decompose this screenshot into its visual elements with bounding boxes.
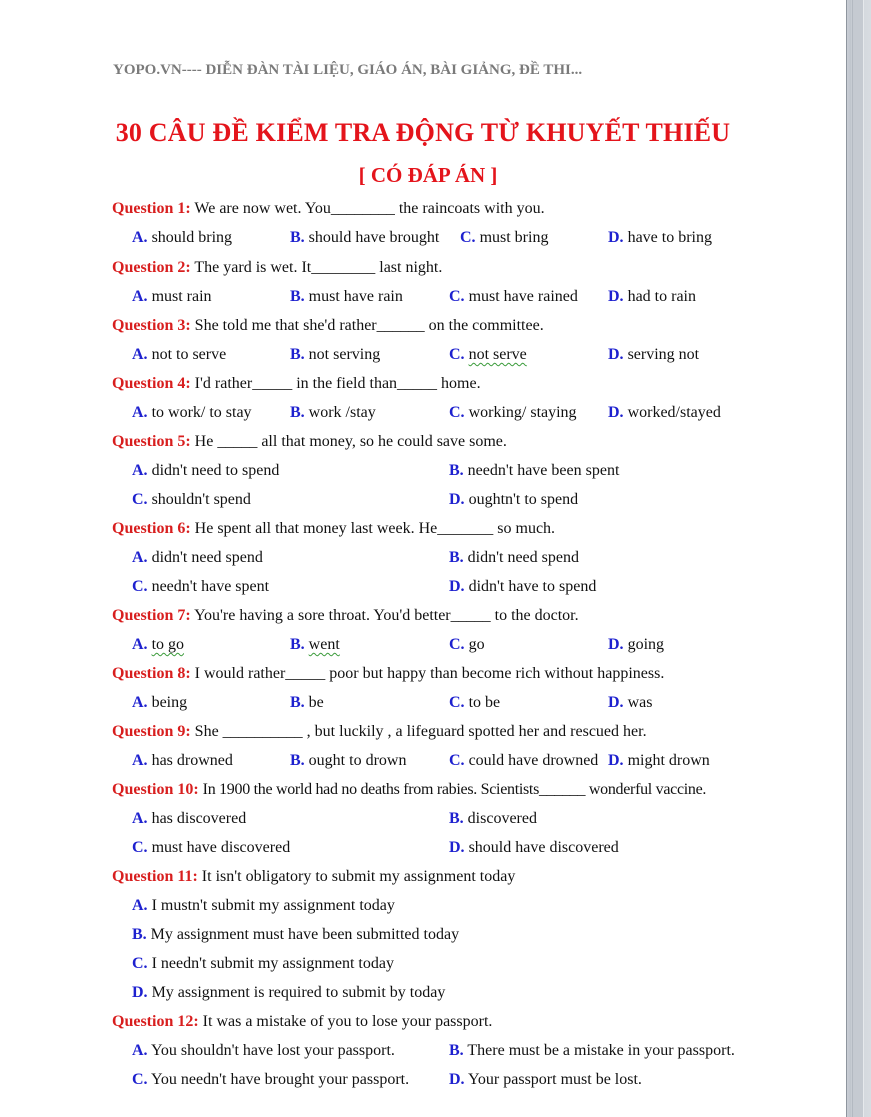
option-a — [132, 228, 232, 248]
option-letter: A. — [132, 346, 148, 363]
option-letter: A. — [132, 288, 148, 305]
option-d — [449, 1070, 642, 1090]
question-text: She __________ , but luckily , a lifeguard spotted her and rescued her. — [194, 723, 647, 740]
option-text: I needn't submit my assignment today — [151, 955, 394, 972]
option-letter: C. — [132, 578, 148, 595]
option-text: Your passport must be lost. — [467, 1071, 642, 1088]
option-letter: D. — [608, 288, 624, 305]
option-d — [132, 983, 445, 1003]
question-label: Question 8: — [112, 665, 191, 682]
question-label: Question 10: — [112, 781, 199, 798]
option-text: to work/ to stay — [151, 404, 252, 421]
option-a — [132, 345, 226, 365]
option-d — [449, 838, 619, 858]
question-text: We are now wet. You________ the raincoats with you. — [194, 200, 545, 217]
option-a — [132, 809, 246, 829]
option-text: go — [468, 636, 485, 653]
option-d — [608, 403, 721, 423]
option-letter: A. — [132, 897, 148, 914]
question-text: The yard is wet. It________ last night. — [194, 259, 443, 276]
option-text: oughtn't to spend — [468, 491, 579, 508]
option-text: My assignment must have been submitted today — [150, 926, 460, 943]
option-text: You needn't have brought your passport. — [150, 1071, 410, 1088]
option-text: must have rained — [468, 288, 578, 305]
option-letter: C. — [460, 229, 476, 246]
question-text: He spent all that money last week. He_______ so much. — [194, 520, 556, 537]
question-text: It isn't obligatory to submit my assignment today — [201, 868, 516, 885]
question-11 — [112, 867, 515, 887]
option-b — [449, 1041, 735, 1061]
option-d — [449, 577, 596, 597]
option-d — [608, 345, 699, 365]
option-letter: A. — [132, 229, 148, 246]
option-letter: B. — [290, 404, 305, 421]
question-4 — [112, 374, 481, 394]
option-text: have to bring — [627, 229, 712, 246]
question-text: You're having a sore throat. You'd better_____ to the doctor. — [194, 607, 579, 624]
question-text: He _____ all that money, so he could save some. — [194, 433, 507, 450]
option-text: must have discovered — [151, 839, 291, 856]
option-d — [608, 751, 710, 771]
option-letter: B. — [449, 810, 464, 827]
option-letter: B. — [290, 694, 305, 711]
option-a — [132, 461, 279, 481]
question-text: She told me that she'd rather______ on the committee. — [194, 317, 544, 334]
option-b — [449, 809, 537, 829]
option-c — [460, 228, 548, 248]
option-text: needn't have been spent — [467, 462, 620, 479]
option-letter: A. — [132, 636, 148, 653]
option-c — [132, 577, 269, 597]
option-letter: C. — [132, 491, 148, 508]
question-text: It was a mistake of you to lose your passport. — [202, 1013, 493, 1030]
option-d — [608, 228, 712, 248]
option-letter: C. — [132, 955, 148, 972]
question-10 — [112, 780, 706, 800]
option-text: shouldn't spend — [151, 491, 251, 508]
option-letter: D. — [608, 752, 624, 769]
vertical-scrollbar-thumb[interactable] — [852, 0, 864, 1117]
option-b — [290, 403, 376, 423]
option-d — [608, 693, 652, 713]
option-letter: C. — [132, 1071, 148, 1088]
question-1 — [112, 199, 545, 219]
option-text: didn't need spend — [151, 549, 263, 566]
option-letter: A. — [132, 752, 148, 769]
option-text: has drowned — [151, 752, 233, 769]
option-a — [132, 548, 263, 568]
option-a — [132, 896, 395, 916]
option-letter: D. — [608, 346, 624, 363]
question-label: Question 5: — [112, 433, 191, 450]
option-text: should have brought — [308, 229, 440, 246]
option-b — [290, 751, 406, 771]
document-title: 30 CÂU ĐỀ KIỂM TRA ĐỘNG TỪ KHUYẾT THIẾU — [115, 118, 731, 147]
option-letter: C. — [449, 752, 465, 769]
option-letter: A. — [132, 404, 148, 421]
option-b — [290, 287, 403, 307]
option-text: not serving — [308, 346, 381, 363]
option-letter: B. — [290, 752, 305, 769]
question-text: I would rather_____ poor but happy than become rich without happiness. — [194, 665, 665, 682]
option-text: being — [151, 694, 188, 711]
option-letter: C. — [449, 288, 465, 305]
option-b — [290, 345, 380, 365]
option-letter: A. — [132, 694, 148, 711]
option-letter: D. — [449, 491, 465, 508]
option-text: discovered — [467, 810, 537, 827]
question-label: Question 1: — [112, 200, 191, 217]
option-a — [132, 287, 212, 307]
document-subtitle: [ CÓ ĐÁP ÁN ] — [358, 163, 498, 187]
option-text: not to serve — [151, 346, 227, 363]
question-3 — [112, 316, 544, 336]
option-letter: C. — [449, 346, 465, 363]
option-letter: B. — [449, 462, 464, 479]
option-letter: B. — [132, 926, 147, 943]
question-5 — [112, 432, 507, 452]
option-text: ought to drown — [308, 752, 407, 769]
option-text: should bring — [151, 229, 233, 246]
option-letter: D. — [449, 578, 465, 595]
option-letter: D. — [449, 839, 465, 856]
option-letter: D. — [608, 229, 624, 246]
option-d — [449, 490, 578, 510]
option-text: must bring — [479, 229, 549, 246]
option-b — [290, 635, 340, 655]
option-a — [132, 751, 233, 771]
option-text: My assignment is required to submit by today — [151, 984, 446, 1001]
option-c — [449, 693, 500, 713]
option-text: There must be a mistake in your passport. — [467, 1042, 735, 1059]
option-letter: C. — [449, 694, 465, 711]
option-letter: A. — [132, 462, 148, 479]
option-b — [449, 548, 579, 568]
option-text: serving not — [627, 346, 700, 363]
question-label: Question 2: — [112, 259, 191, 276]
option-c — [449, 287, 578, 307]
option-text: could have drowned — [468, 752, 599, 769]
option-letter: D. — [608, 636, 624, 653]
question-9 — [112, 722, 647, 742]
option-c — [132, 838, 290, 858]
question-7 — [112, 606, 579, 626]
option-a — [132, 635, 184, 655]
option-letter: C. — [449, 404, 465, 421]
option-text: be — [308, 694, 324, 711]
option-letter: B. — [290, 636, 305, 653]
option-a — [132, 1041, 395, 1061]
option-text: must have rain — [308, 288, 403, 305]
question-2 — [112, 258, 442, 278]
option-letter: B. — [290, 346, 305, 363]
question-label: Question 6: — [112, 520, 191, 537]
question-12 — [112, 1012, 492, 1032]
option-d — [608, 287, 696, 307]
option-c — [132, 490, 251, 510]
question-label: Question 7: — [112, 607, 191, 624]
question-text: In 1900 the world had no deaths from rabies. Scientists______ wonderful vaccine. — [202, 781, 707, 798]
option-text: work /stay — [308, 404, 376, 421]
option-text: was — [627, 694, 653, 711]
option-text: didn't need spend — [467, 549, 579, 566]
option-text: didn't have to spend — [468, 578, 597, 595]
option-c — [132, 954, 394, 974]
option-b — [290, 228, 439, 248]
option-text: working/ staying — [468, 404, 577, 421]
option-text: going — [627, 636, 665, 653]
option-text: should have discovered — [468, 839, 619, 856]
option-letter: B. — [290, 229, 305, 246]
option-letter: B. — [449, 1042, 464, 1059]
question-label: Question 9: — [112, 723, 191, 740]
option-letter: D. — [449, 1071, 465, 1088]
option-letter: B. — [290, 288, 305, 305]
option-letter: A. — [132, 810, 148, 827]
option-text: needn't have spent — [151, 578, 270, 595]
option-letter: A. — [132, 1042, 148, 1059]
question-label: Question 11: — [112, 868, 198, 885]
question-text: I'd rather_____ in the field than_____ home. — [194, 375, 481, 392]
option-letter: A. — [132, 549, 148, 566]
option-d — [608, 635, 664, 655]
option-text: might drown — [627, 752, 710, 769]
option-c — [449, 403, 577, 423]
option-letter: D. — [608, 404, 624, 421]
option-text: has discovered — [151, 810, 247, 827]
option-b — [449, 461, 619, 481]
option-text: You shouldn't have lost your passport. — [150, 1042, 395, 1059]
option-text: must rain — [151, 288, 212, 305]
option-letter: C. — [132, 839, 148, 856]
option-letter: B. — [449, 549, 464, 566]
option-text: went — [308, 636, 340, 653]
option-a — [132, 403, 252, 423]
option-c — [132, 1070, 409, 1090]
option-text: to be — [468, 694, 501, 711]
option-text: to go — [151, 636, 185, 653]
question-label: Question 3: — [112, 317, 191, 334]
option-letter: C. — [449, 636, 465, 653]
option-c — [449, 751, 598, 771]
option-text: didn't need to spend — [151, 462, 280, 479]
option-text: worked/stayed — [627, 404, 721, 421]
question-6 — [112, 519, 555, 539]
question-8 — [112, 664, 664, 684]
option-c — [449, 345, 527, 365]
question-label: Question 12: — [112, 1013, 199, 1030]
option-c — [449, 635, 485, 655]
option-text: I mustn't submit my assignment today — [151, 897, 395, 914]
option-letter: D. — [132, 984, 148, 1001]
option-b — [290, 693, 324, 713]
option-b — [132, 925, 459, 945]
option-text: not serve — [468, 346, 527, 363]
site-header: YOPO.VN---- DIỄN ĐÀN TÀI LIỆU, GIÁO ÁN, BÀI GIẢNG, ĐỀ THI... — [113, 62, 583, 78]
question-label: Question 4: — [112, 375, 191, 392]
option-a — [132, 693, 187, 713]
option-text: had to rain — [627, 288, 696, 305]
option-letter: D. — [608, 694, 624, 711]
